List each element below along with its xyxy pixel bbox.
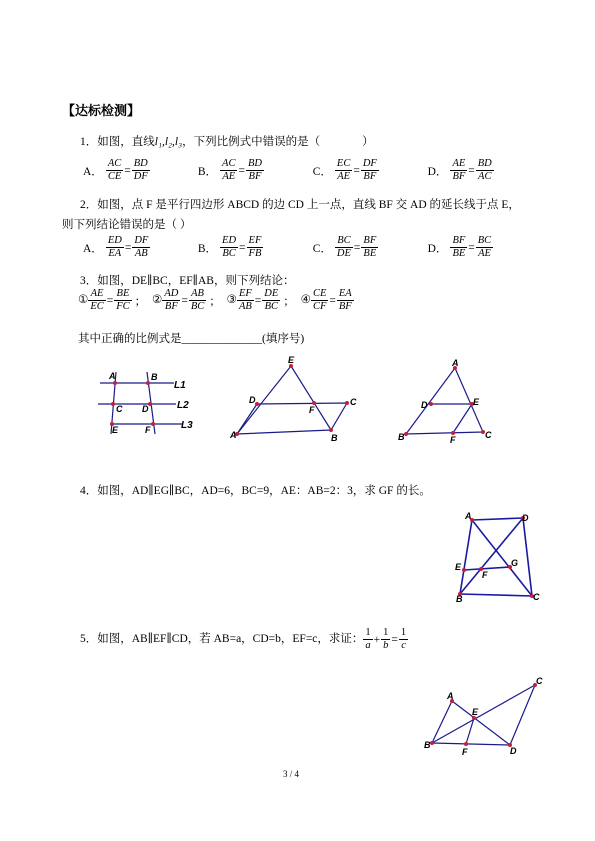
q3-item-3: ③ $\frac{EF}{AB}$ = $\frac{DE}{BC}$ ； (226, 288, 295, 313)
q3-tail: 其中正确的比例式是______________(填序号) (78, 333, 305, 345)
q1-lines: l₁,l₂,l₃ (154, 136, 183, 148)
section-title: 【达标检测】 (62, 104, 141, 119)
label-f: F (462, 747, 468, 757)
q1-option-d[interactable]: D． $\frac{AE}{BF}$ = $\frac{BD}{AC}$ (427, 158, 492, 183)
triangle (406, 368, 483, 434)
label-a: A (447, 691, 454, 701)
option-label: C． (312, 165, 332, 178)
option-label: A． (83, 165, 103, 178)
label-e: E (455, 562, 462, 572)
label-a: A (109, 371, 116, 381)
option-label: A． (83, 242, 103, 255)
label-b: B (398, 432, 405, 442)
q1-option-c[interactable]: C． $\frac{EC}{AE}$ = $\frac{DF}{BF}$ (312, 158, 377, 183)
q2-option-b[interactable]: B． $\frac{ED}{BC}$ = $\frac{EF}{FB}$ (197, 235, 262, 260)
figure-2 (225, 352, 365, 447)
label-d: D (510, 746, 517, 756)
q3-item-1: ① $\frac{AE}{EC}$ = $\frac{BE}{FC}$ ； (78, 288, 147, 313)
label-d: D (249, 395, 256, 405)
q2-option-c[interactable]: C． $\frac{BC}{DE}$ = $\frac{BF}{BE}$ (312, 235, 377, 260)
label-b: B (151, 372, 158, 382)
label-l2: L2 (177, 400, 189, 411)
label-a: A (230, 430, 237, 440)
label-d: D (421, 400, 428, 410)
label-d: D (142, 404, 149, 414)
label-a: A (452, 358, 459, 368)
q3-item-2: ② $\frac{AD}{BF}$ = $\frac{AB}{BC}$ ； (152, 288, 221, 313)
label-c: C (350, 397, 357, 407)
question-1-stem (80, 133, 374, 149)
q1-options (80, 158, 520, 183)
label-c: C (485, 430, 492, 440)
label-f: F (145, 425, 151, 435)
q2-option-a[interactable]: A． $\frac{ED}{EA}$ = $\frac{DF}{AB}$ (83, 235, 149, 260)
label-e: E (473, 397, 480, 407)
q5-text: 5．如图，AB∥EF∥CD，若 AB=a，CD=b，EF=c，求证： (80, 633, 364, 646)
label-f: F (450, 435, 456, 445)
q2-options (80, 235, 520, 260)
q3-items (78, 288, 354, 313)
label-d: D (522, 513, 529, 523)
q1-option-a[interactable]: A． $\frac{AC}{CE}$ = $\frac{BD}{DF}$ (83, 158, 148, 183)
q2-line2: 则下列结论错误的是（ ） (62, 219, 192, 231)
page-number: 3 / 4 (283, 769, 300, 779)
label-a: A (465, 511, 472, 521)
label-f: F (482, 570, 488, 580)
q1-stem-a: 1．如图，直线 (80, 136, 155, 148)
label-f: F (309, 405, 315, 415)
q2-line1: 2．如图，点 F 是平行四边形 ABCD 的边 CD 上一点，直线 BF 交 AD 的延长线于点 E， (80, 199, 520, 211)
option-label: D． (427, 165, 448, 178)
option-label: B． (197, 242, 218, 255)
label-c: C (533, 592, 540, 602)
figure-1 (92, 360, 202, 440)
q2-option-d[interactable]: D． $\frac{BF}{BE}$ = $\frac{BC}{AE}$ (427, 235, 492, 260)
label-b: B (424, 740, 431, 750)
label-e: E (288, 355, 295, 365)
option-label: B． (197, 165, 218, 178)
q3-item-4: ④ $\frac{CE}{CF}$ = $\frac{EA}{BF}$ (300, 288, 352, 313)
label-b: B (456, 594, 463, 604)
q3-stem: 3．如图，DE∥BC，EF∥AB，则下列结论： (80, 275, 295, 287)
label-c: C (536, 676, 543, 686)
option-label: C． (312, 242, 332, 255)
label-l3: L3 (181, 420, 193, 431)
label-c: C (116, 404, 123, 414)
q5-line: 5．如图，AB∥EF∥CD，若 AB=a，CD=b，EF=c，求证： $\frac{1}{a}$ + $\frac{1}{b}$ = $\frac{1}{c}$ (80, 627, 407, 652)
label-l1: L1 (174, 380, 186, 391)
option-label: D． (427, 242, 448, 255)
q1-stem-b: ，下列比例式中错误的是（ (182, 136, 321, 148)
figure-5 (420, 675, 550, 770)
label-e: E (472, 707, 479, 717)
label-e: E (112, 425, 119, 435)
q1-option-b[interactable]: B． $\frac{AC}{AE}$ = $\frac{BD}{BF}$ (197, 158, 262, 183)
figure-4 (453, 510, 553, 608)
q4-text: 4．如图，AD∥EG∥BC，AD=6，BC=9，AE：AB=2：3，求 GF 的长。 (80, 485, 431, 497)
figure-3 (395, 358, 495, 448)
label-b: B (331, 433, 338, 443)
q1-stem-c: ） (362, 136, 374, 148)
label-g: G (511, 558, 519, 568)
